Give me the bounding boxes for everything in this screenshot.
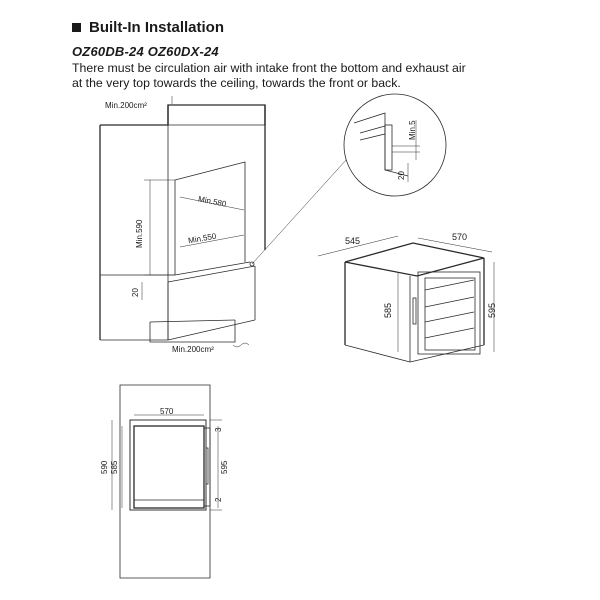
detail-circle bbox=[344, 94, 446, 196]
front-outer-height-label: 590 bbox=[100, 460, 109, 474]
front-gap-top-label: 3 bbox=[214, 427, 223, 432]
section-title: Built-In Installation bbox=[89, 19, 224, 36]
front-door-height-label: 595 bbox=[220, 460, 229, 474]
vent-bottom-label: Min.200cm² bbox=[172, 345, 214, 354]
front-appliance bbox=[134, 426, 204, 508]
shelf-3 bbox=[425, 312, 474, 322]
detail-min5-label: Min.5 bbox=[408, 120, 417, 140]
appliance-bottom-front bbox=[410, 345, 484, 362]
detail-leader bbox=[252, 160, 346, 264]
appliance-inner-height-label: 585 bbox=[383, 302, 393, 318]
depth-top-label: Min.580 bbox=[197, 194, 228, 209]
door-handle bbox=[413, 298, 416, 324]
front-handle bbox=[206, 448, 208, 484]
front-gap-bottom-label: 2 bbox=[214, 497, 223, 502]
height-label: Min.590 bbox=[135, 219, 144, 248]
appliance-depth-label: 545 bbox=[345, 236, 361, 246]
gap-label: 20 bbox=[131, 288, 140, 297]
front-door bbox=[204, 428, 210, 506]
description-line-2: at the very top towards the ceiling, towards the front or back. bbox=[72, 76, 401, 90]
vent-top-label: Min.200cm² bbox=[105, 101, 147, 110]
vent-mark-bottom bbox=[233, 343, 249, 347]
model-numbers: OZ60DB-24 OZ60DX-24 bbox=[72, 44, 219, 59]
detail-20-label: 20 bbox=[397, 171, 406, 180]
niche-floor-front bbox=[175, 262, 250, 275]
front-width-label: 570 bbox=[160, 407, 174, 416]
shelf-4 bbox=[425, 328, 474, 338]
plinth bbox=[150, 320, 235, 342]
plinth-top bbox=[150, 320, 235, 322]
detail-diagram bbox=[344, 94, 446, 196]
shelf-2 bbox=[425, 297, 474, 307]
appliance-diagram bbox=[318, 236, 494, 362]
appliance-bottom-side bbox=[345, 345, 410, 362]
wall-niche bbox=[130, 420, 206, 510]
front-inner-height-label: 585 bbox=[110, 460, 119, 474]
depth-bottom-label: Min.550 bbox=[187, 231, 218, 246]
lower-front-bottom bbox=[168, 320, 255, 340]
shelf-1 bbox=[425, 280, 474, 290]
description-line-1: There must be circulation air with intake front the bottom and exhaust air bbox=[72, 61, 466, 75]
appliance-top bbox=[345, 243, 484, 276]
appliance-width-label: 570 bbox=[452, 232, 468, 242]
niche-back bbox=[175, 162, 245, 262]
appliance-outer-height-label: 595 bbox=[487, 302, 497, 318]
